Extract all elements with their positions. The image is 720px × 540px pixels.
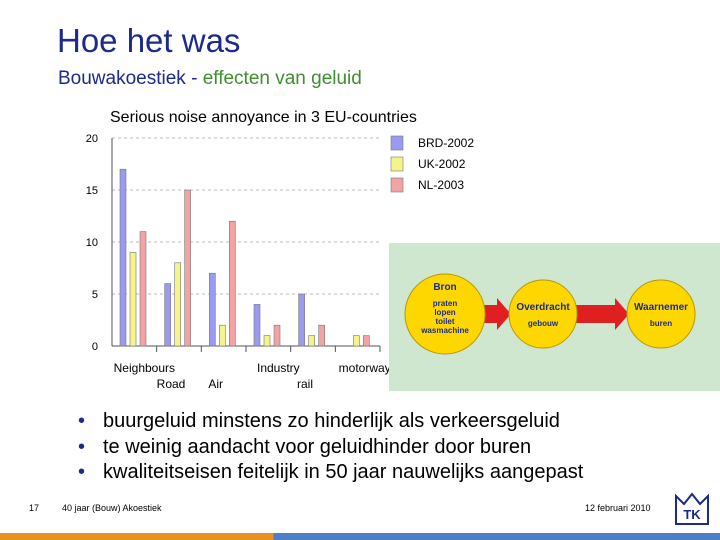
legend-label: UK-2002 [418, 157, 466, 171]
bar-nl-2003 [274, 325, 280, 346]
source-path-receiver-diagram [389, 243, 720, 391]
y-tick-label: 10 [85, 237, 98, 249]
arrow-shaft [575, 305, 615, 323]
page-title: Hoe het was [57, 22, 241, 59]
node-title: Waarnemer [633, 302, 689, 313]
legend-label: NL-2003 [418, 178, 465, 192]
footer-date: 12 februari 2010 [585, 503, 651, 513]
bar-brd-2002 [209, 273, 215, 346]
bullet-item [78, 435, 583, 461]
bar-uk-2002 [309, 336, 315, 346]
node-line: gebouw [527, 319, 559, 328]
bar-brd-2002 [254, 304, 260, 346]
bar-nl-2003 [229, 221, 235, 346]
bullet-text: kwaliteitseisen feitelijk in 50 jaar nauwelijks aangepast [103, 461, 584, 483]
node-line: toilet [435, 317, 455, 326]
bar-uk-2002 [219, 325, 225, 346]
bar-uk-2002 [130, 252, 136, 346]
x-category-label: Industry [256, 361, 300, 375]
bar-nl-2003 [185, 190, 191, 346]
bullet-dot: • [78, 410, 86, 432]
node-title: Overdracht [516, 302, 570, 313]
bar-uk-2002 [175, 263, 181, 346]
node-overdracht [509, 280, 577, 348]
bullet-dot: • [78, 461, 86, 483]
x-category-label: Air [208, 377, 224, 391]
node-waarnemer [627, 280, 695, 348]
noise-annoyance-chart [72, 100, 417, 392]
node-line: wasmachine [421, 326, 469, 335]
node-line: praten [432, 299, 458, 308]
bullet-item [78, 409, 583, 435]
subtitle-accent: effecten van geluid [202, 68, 362, 89]
node-title: Bron [433, 282, 457, 293]
legend-swatch [391, 136, 403, 150]
x-category-label: Road [156, 377, 186, 391]
node-line: lopen [434, 308, 456, 317]
x-category-label: motorways [338, 361, 397, 375]
page-number: 17 [29, 503, 40, 513]
bullet-item [78, 460, 583, 486]
bar-nl-2003 [140, 232, 146, 346]
bullet-list [78, 409, 583, 486]
y-tick-label: 15 [85, 185, 98, 197]
y-tick-label: 5 [91, 289, 98, 301]
bar-nl-2003 [363, 336, 369, 346]
bullet-dot: • [78, 435, 86, 458]
bar-uk-2002 [264, 336, 270, 346]
bar-brd-2002 [120, 169, 126, 346]
bar-nl-2003 [319, 325, 325, 346]
bar-brd-2002 [165, 284, 171, 346]
y-tick-label: 20 [85, 133, 98, 145]
subtitle-main: Bouwakoestiek - [58, 68, 203, 89]
x-category-label: Neighbours [113, 361, 176, 375]
chart-title: Serious noise annoyance in 3 EU-countries [110, 109, 417, 126]
y-tick-label: 0 [91, 341, 98, 353]
bar-brd-2002 [299, 294, 305, 346]
page-subtitle [58, 68, 362, 90]
logo-text: TK [683, 507, 701, 522]
legend-label: BRD-2002 [418, 136, 475, 150]
bullet-text: buurgeluid minstens zo hinderlijk als verkeersgeluid [103, 410, 560, 432]
node-line: buren [649, 319, 673, 328]
logo-icon [672, 490, 712, 528]
bar-uk-2002 [353, 336, 359, 346]
legend-swatch [391, 157, 403, 171]
bullet-text: te weinig aandacht voor geluidhinder door buren [103, 435, 532, 458]
legend-swatch [391, 178, 403, 192]
chart-legend [388, 132, 484, 202]
bottom-bar [0, 533, 720, 540]
footer-left-text: 40 jaar (Bouw) Akoestiek [62, 503, 162, 513]
x-category-label: rail [296, 377, 314, 391]
